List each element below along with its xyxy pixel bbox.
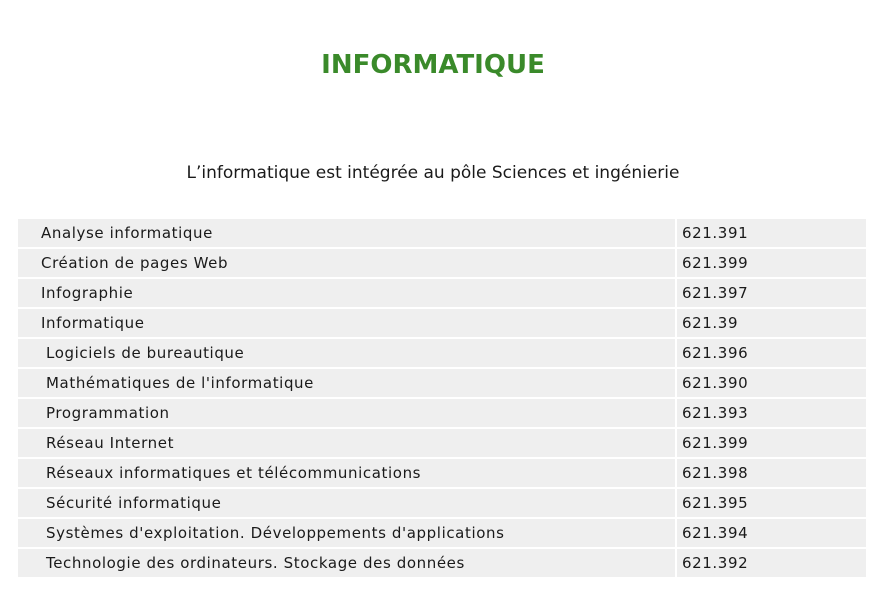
dewey-code-cell: 621.39 (676, 308, 866, 338)
dewey-code-cell: 621.393 (676, 398, 866, 428)
subject-cell: Mathématiques de l'informatique (18, 368, 676, 398)
dewey-code-cell: 621.390 (676, 368, 866, 398)
classification-table (18, 217, 866, 578)
subject-cell: Programmation (18, 398, 676, 428)
table-row (18, 278, 866, 308)
dewey-code-cell: 621.399 (676, 428, 866, 458)
table-row (18, 308, 866, 338)
subject-cell: Informatique (18, 308, 676, 338)
subject-cell: Logiciels de bureautique (18, 338, 676, 368)
dewey-code-cell: 621.398 (676, 458, 866, 488)
subject-cell: Infographie (18, 278, 676, 308)
dewey-code-cell: 621.397 (676, 278, 866, 308)
table-row (18, 518, 866, 548)
subject-cell: Création de pages Web (18, 248, 676, 278)
dewey-code-cell: 621.396 (676, 338, 866, 368)
table-row (18, 398, 866, 428)
table-row (18, 458, 866, 488)
dewey-code-cell: 621.395 (676, 488, 866, 518)
subject-cell: Sécurité informatique (18, 488, 676, 518)
dewey-code-cell: 621.394 (676, 518, 866, 548)
dewey-code-cell: 621.391 (676, 218, 866, 248)
table-row (18, 368, 866, 398)
table-row (18, 428, 866, 458)
page-title: INFORMATIQUE (321, 50, 545, 80)
subject-cell: Réseau Internet (18, 428, 676, 458)
dewey-code-cell: 621.399 (676, 248, 866, 278)
subject-cell: Technologie des ordinateurs. Stockage des données (18, 548, 676, 578)
page-subtitle: L’informatique est intégrée au pôle Sciences et ingénierie (186, 163, 680, 183)
table-row (18, 248, 866, 278)
dewey-code-cell: 621.392 (676, 548, 866, 578)
subject-cell: Réseaux informatiques et télécommunications (18, 458, 676, 488)
subject-cell: Analyse informatique (18, 218, 676, 248)
table-row (18, 548, 866, 578)
table-row (18, 338, 866, 368)
subject-cell: Systèmes d'exploitation. Développements d'applications (18, 518, 676, 548)
table-row (18, 488, 866, 518)
table-row (18, 218, 866, 248)
